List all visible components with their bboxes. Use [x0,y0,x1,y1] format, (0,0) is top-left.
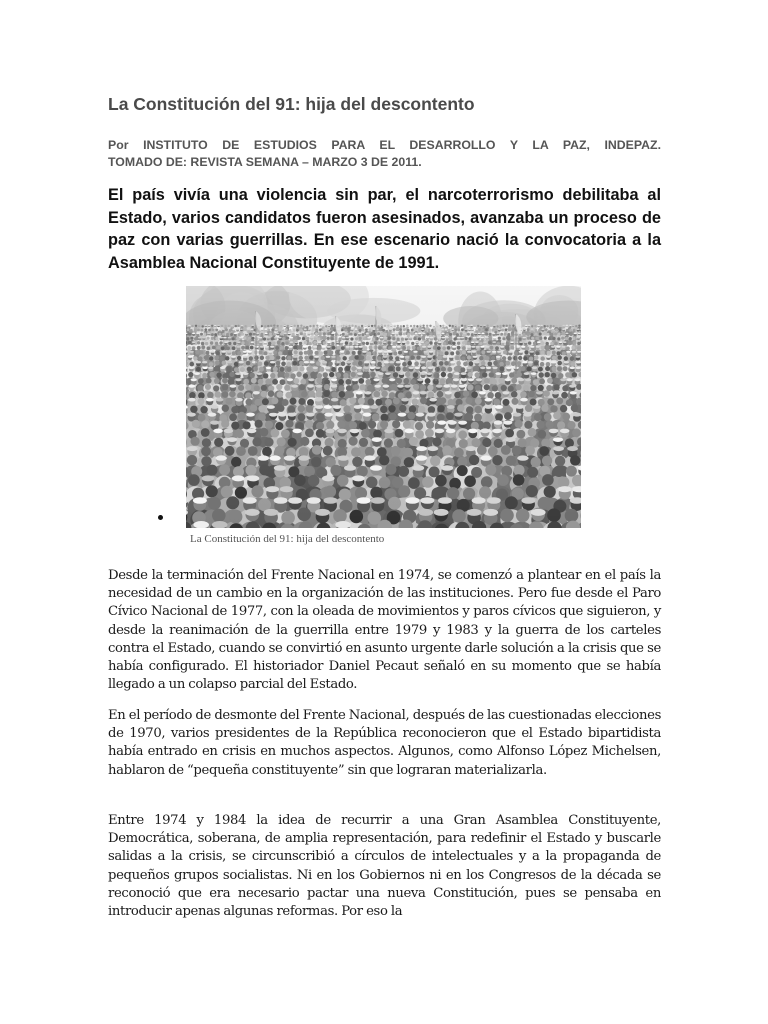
article-title: La Constitución del 91: hija del descontento [108,94,475,114]
byline-author-line [108,137,661,154]
body-paragraph-1: Desde la terminación del Frente Nacional en 1974, se comenzó a plantear en el país la necesidad de un cambio en la organización de las instituciones. Pero fue desde el Paro Cívico Nacional de 1977, con la oleada de movimientos y paros cívicos que siguieron, y desde la reanimación de la guerrilla entre 1979 y 1983 y la guerra de los carteles contra el Estado, cuando se convirtió en asunto urgente darle solución a la crisis que se había configurado. El historiador Daniel Pecaut señaló en su momento que se había llegado a un colapso parcial del Estado. [108,568,661,693]
byline-author: INSTITUTO DE ESTUDIOS PARA EL DESARROLLO Y LA PAZ, INDEPAZ. [143,138,661,152]
body-paragraph-3: Entre 1974 y 1984 la idea de recurrir a una Gran Asamblea Constituyente, Democrática, soberana, de amplia representación, para redefinir el Estado y buscarle salidas a la crisis, se circunscribió a círculos de intelectuales y a la propaganda de pequeños grupos socialistas. Ni en los Gobiernos ni en los Congresos de la década se reconoció que era necesario pactar una nueva Constitución, pues se pensaba en introducir apenas algunas reformas. Por eso la [108,813,661,920]
list-bullet [158,513,166,521]
crowd-photo [186,286,581,528]
crowd-photo-image [186,286,581,528]
article-lead: El país vivía una violencia sin par, el narcoterrorismo debilitaba al Estado, varios candidatos fueron asesinados, avanzaba un proceso de paz con varias guerrillas. En ese escenario nació la convocatoria a la Asamblea Nacional Constituyente de 1991. [108,186,661,272]
article-byline [108,137,661,171]
body-paragraph-2: En el período de desmonte del Frente Nacional, después de las cuestionadas elecciones de 1970, varios presidentes de la República reconocieron que el Estado bipartidista había entrado en crisis en muchos aspectos. Algunos, como Alfonso López Michelsen, hablaron de “pequeña constituyente” sin que lograran materializarla. [108,708,661,778]
image-caption: La Constitución del 91: hija del descontento [190,533,385,545]
byline-source: TOMADO DE: REVISTA SEMANA – MARZO 3 DE 2011. [108,155,422,169]
byline-prefix: Por [108,138,129,152]
